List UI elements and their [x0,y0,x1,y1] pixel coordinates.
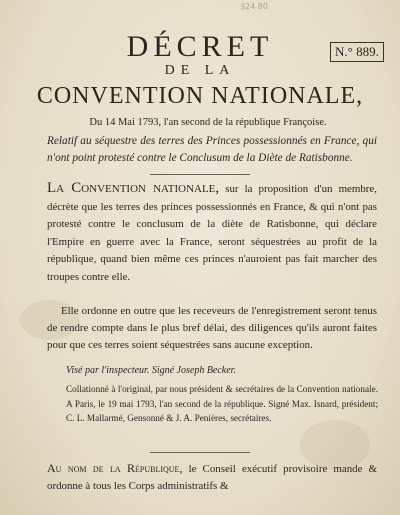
de-la-line: DE LA [164,63,236,78]
date-line: Du 14 Mai 1793, l'an second de la république Françoise. [89,117,327,128]
decree-paragraph-3 [47,460,377,495]
separator-rule-2 [150,452,250,453]
paragraph-1-lead: La Convention nationale, [47,180,220,196]
decree-paragraph-1 [47,180,377,286]
separator-rule [150,174,250,175]
inspector-visa: Visé par l'inspecteur. Signé Joseph Becker. [66,365,236,376]
collation-statement: Collationné à l'original, par nous président & secrétaires de la Convention nationale. A Paris, le 19 mai 1793, l'an second de la république. Signé Max. Isnard, président; C. L. Mallarmé, Gensonné & J. A. Penières, secrétaires. [66,384,378,423]
paragraph-3-lead: Au nom de la République, [47,461,183,475]
decree-title: DÉCRET [126,30,274,63]
paragraph-3-text: le Conseil exécutif provisoire mande & ordonne à tous les Corps administratifs & [47,463,378,492]
decree-number: N.° 889. [330,42,384,62]
pencil-annotation: 324 80 [239,1,269,12]
decree-paragraph-2: Elle ordonne en outre que les receveurs de l'enregistrement seront tenus de rendre compte dans le plus bref délai, des diligences qu'ils auront faites pour que ces terres soient séquestrées sans aucune exception. [47,305,377,351]
decree-subject: Relatif au séquestre des terres des Princes possessionnés en France, qui n'ont point protesté contre le Conclusum de la Diète de Ratisbonne. [47,135,377,164]
convention-heading: CONVENTION NATIONALE, [36,83,364,109]
paragraph-1-text: sur la proposition d'un membre, décrète que les terres des princes possessionnés en France, & qui n'ont pas protesté contre le conclusum de la diète de Ratisbonne, qui déclare l'Empire en guerre avec la France, seront séquestrées au profit de la république, quand bien même ces princes n'auroient pas fait marcher des troupes contre elle. [47,183,377,283]
